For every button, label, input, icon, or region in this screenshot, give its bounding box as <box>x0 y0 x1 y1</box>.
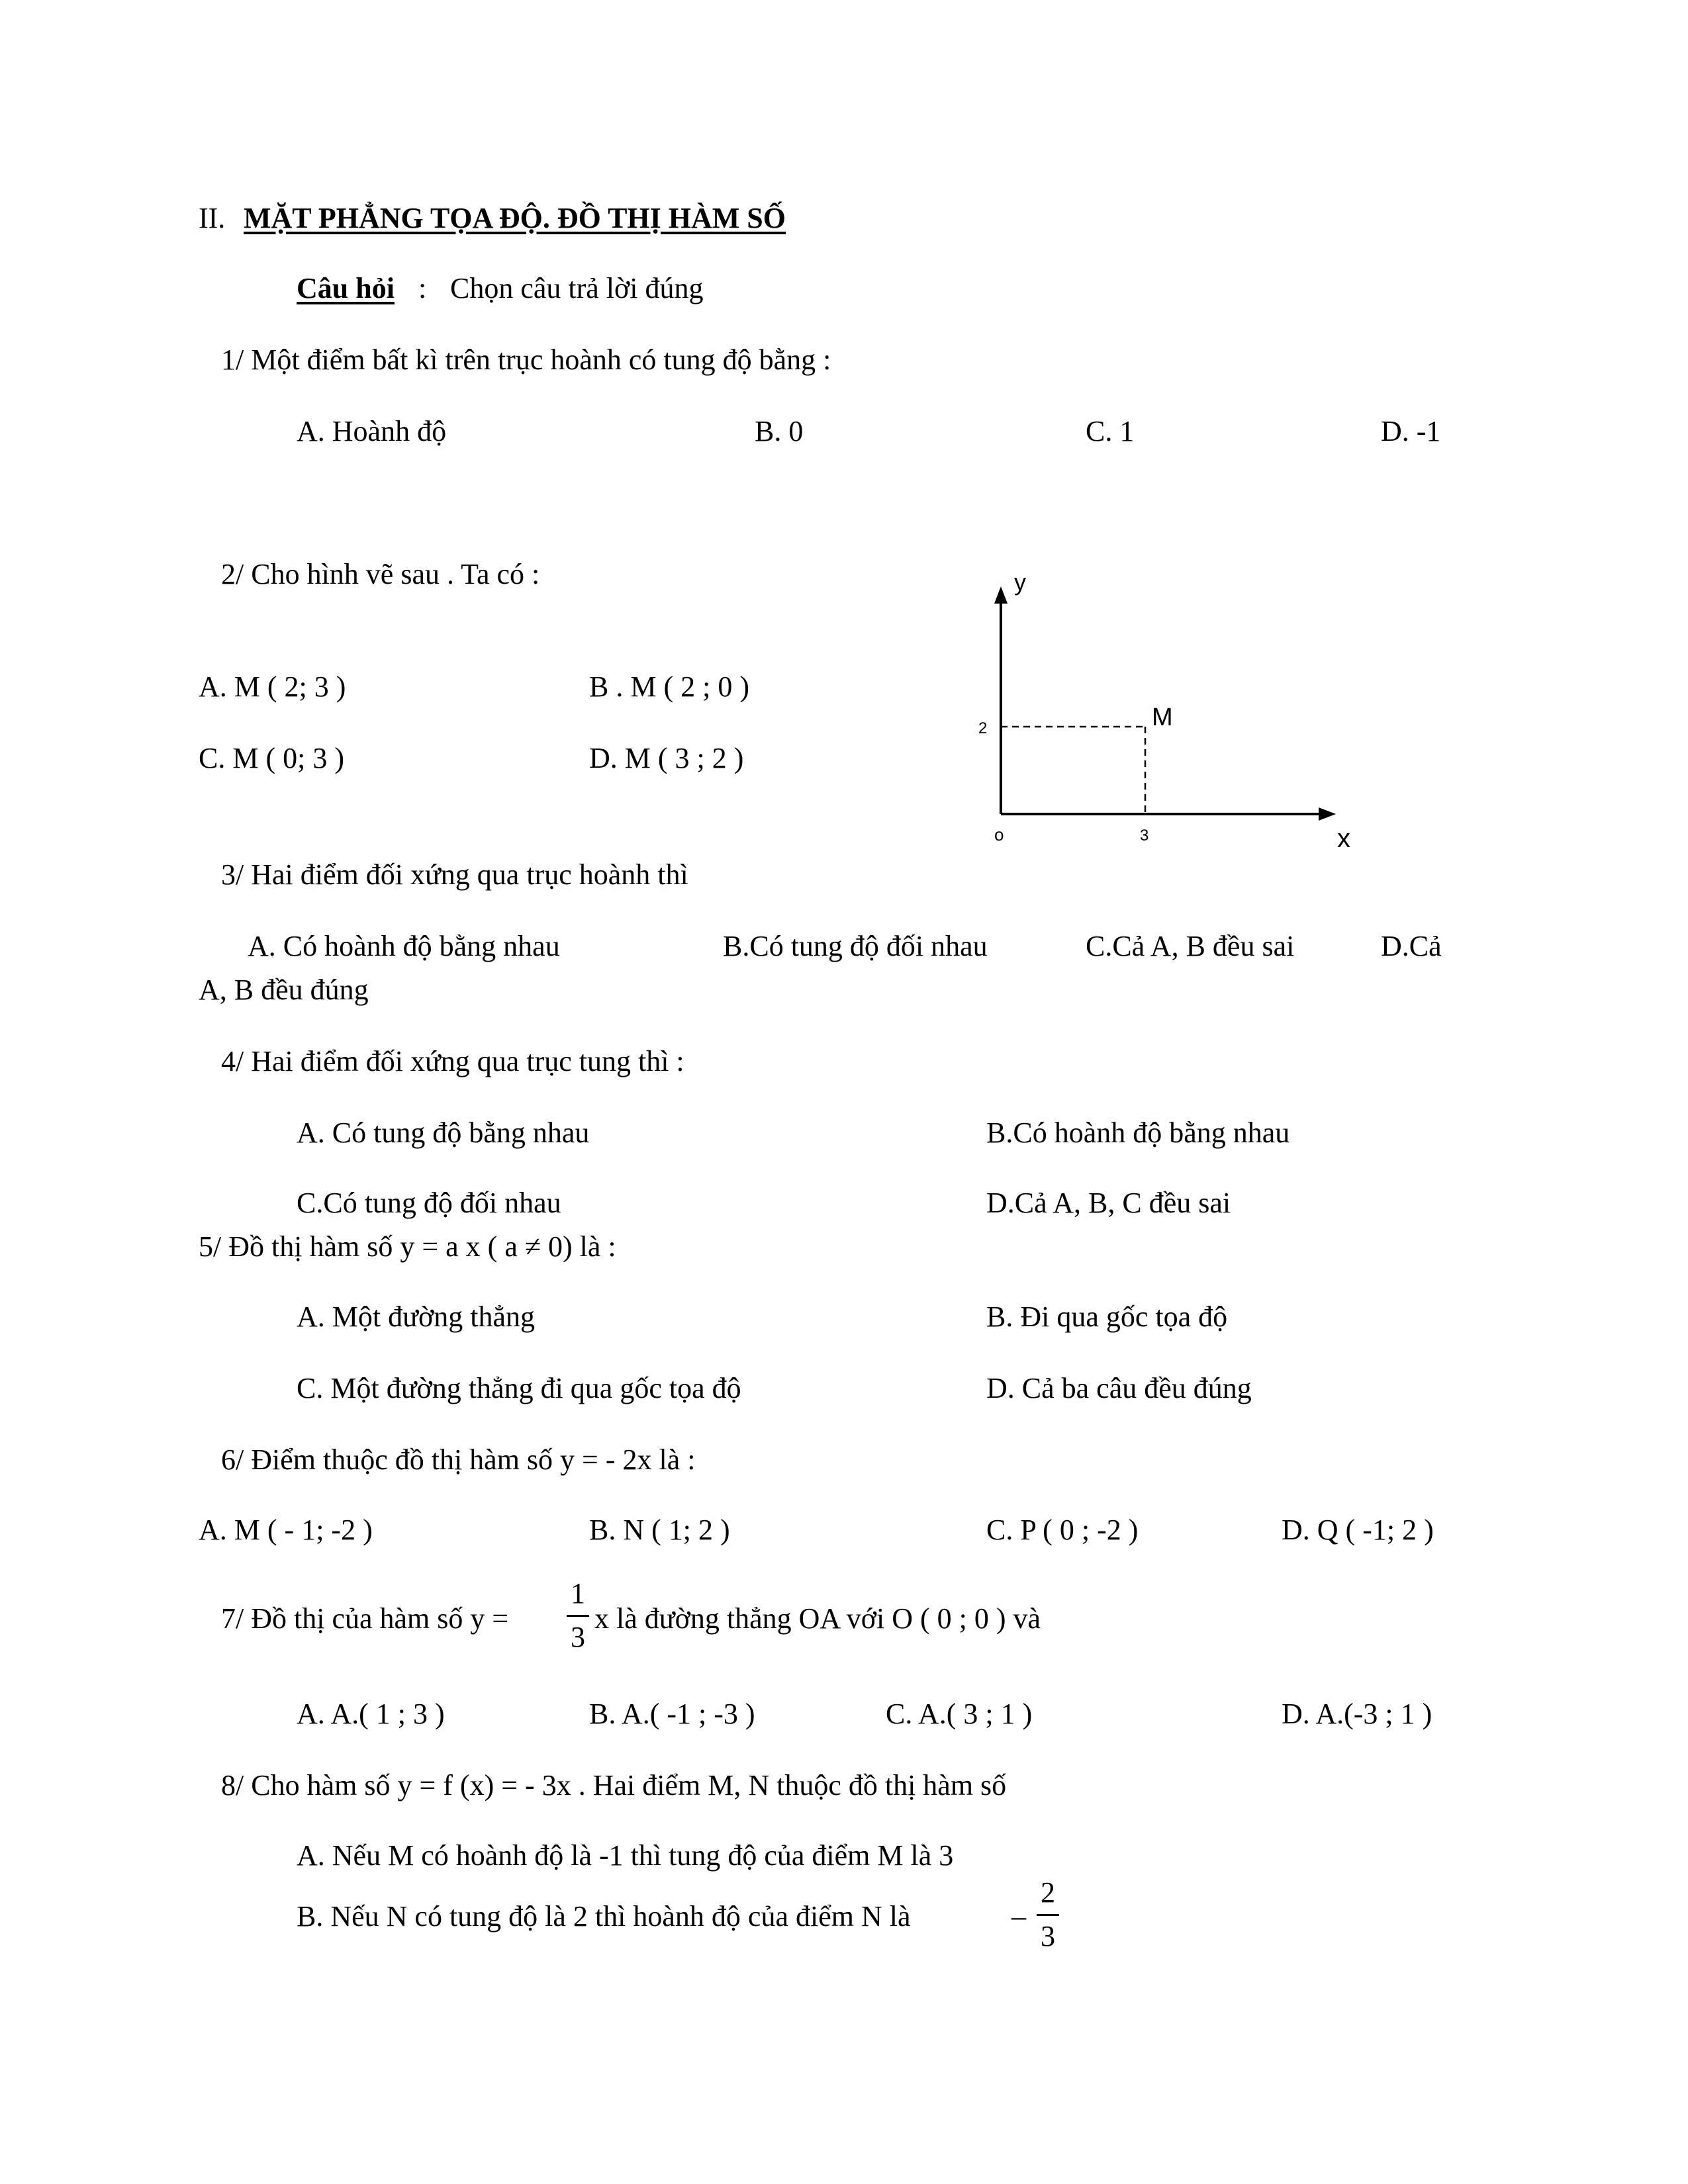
q7-option-a[interactable]: A. A.( 1 ; 3 ) <box>297 1698 445 1730</box>
fraction-bar <box>1037 1914 1059 1916</box>
q7-option-c[interactable]: C. A.( 3 ; 1 ) <box>886 1698 1033 1730</box>
y-axis-label: y <box>1014 569 1026 596</box>
point-m-label: M <box>1152 704 1173 731</box>
q7-fraction <box>567 1579 589 1659</box>
q1-option-a[interactable]: A. Hoành độ <box>297 415 447 447</box>
q3-option-c[interactable]: C.Cả A, B đều sai <box>1086 930 1295 962</box>
q8-option-b[interactable]: B. Nếu N có tung độ là 2 thì hoành độ của điểm N là <box>297 1900 911 1933</box>
q5-option-c[interactable]: C. Một đường thẳng đi qua gốc tọa độ <box>297 1372 741 1404</box>
q8-minus-sign: – <box>1011 1900 1026 1933</box>
q4-option-d[interactable]: D.Cả A, B, C đều sai <box>986 1187 1231 1219</box>
q7-text-suffix: x là đường thẳng OA với O ( 0 ; 0 ) và <box>594 1602 1041 1635</box>
coordinate-figure <box>953 563 1417 860</box>
y-axis-arrow-icon <box>994 586 1008 604</box>
q5-text: 5/ Đồ thị hàm số y = a x ( a ≠ 0) là : <box>199 1230 616 1263</box>
x-axis-label: x <box>1337 824 1350 853</box>
q3-option-a[interactable]: A. Có hoành độ bằng nhau <box>248 930 560 962</box>
q4-option-c[interactable]: C.Có tung độ đối nhau <box>297 1187 561 1219</box>
q4-option-b[interactable]: B.Có hoành độ bằng nhau <box>986 1116 1290 1149</box>
q2-option-c[interactable]: C. M ( 0; 3 ) <box>199 742 344 774</box>
q1-option-d[interactable]: D. -1 <box>1381 415 1441 447</box>
q1-text: 1/ Một điểm bất kì trên trục hoành có tung độ bằng : <box>221 343 831 376</box>
x-axis-arrow-icon <box>1319 807 1336 821</box>
q6-option-b[interactable]: B. N ( 1; 2 ) <box>589 1514 730 1546</box>
q5-option-b[interactable]: B. Đi qua gốc tọa độ <box>986 1300 1228 1333</box>
q5-option-d[interactable]: D. Cả ba câu đều đúng <box>986 1372 1252 1404</box>
q8-fraction-denominator: 3 <box>1041 1920 1055 1952</box>
q3-text: 3/ Hai điểm đối xứng qua trục hoành thì <box>221 858 688 891</box>
instruction-text: Chọn câu trả lời đúng <box>450 272 704 304</box>
instruction-colon: : <box>418 272 427 304</box>
section-title: MẶT PHẲNG TỌA ĐỘ. ĐỒ THỊ HÀM SỐ <box>244 202 786 234</box>
q3-option-d-continued: A, B đều đúng <box>199 974 369 1006</box>
q6-option-c[interactable]: C. P ( 0 ; -2 ) <box>986 1514 1139 1546</box>
y-tick-label: 2 <box>978 719 988 737</box>
q7-option-d[interactable]: D. A.(-3 ; 1 ) <box>1282 1698 1432 1730</box>
q8-option-a[interactable]: A. Nếu M có hoành độ là -1 thì tung độ của điểm M là 3 <box>297 1839 954 1872</box>
q8-fraction <box>1037 1878 1059 1958</box>
q4-text: 4/ Hai điểm đối xứng qua trục tung thì : <box>221 1045 684 1077</box>
origin-label: o <box>994 825 1004 844</box>
q8-fraction-numerator: 2 <box>1041 1876 1055 1909</box>
q7-text-prefix: 7/ Đồ thị của hàm số y = <box>221 1602 509 1635</box>
q1-option-c[interactable]: C. 1 <box>1086 415 1135 447</box>
q6-option-d[interactable]: D. Q ( -1; 2 ) <box>1282 1514 1434 1546</box>
q7-fraction-denominator: 3 <box>571 1621 585 1653</box>
q4-option-a[interactable]: A. Có tung độ bằng nhau <box>297 1116 590 1149</box>
q5-option-a[interactable]: A. Một đường thẳng <box>297 1300 535 1333</box>
q3-option-b[interactable]: B.Có tung độ đối nhau <box>723 930 988 962</box>
section-number: II. <box>199 202 226 234</box>
x-tick-label: 3 <box>1140 827 1149 844</box>
q2-option-a[interactable]: A. M ( 2; 3 ) <box>199 670 346 703</box>
q2-text: 2/ Cho hình vẽ sau . Ta có : <box>221 558 540 590</box>
q6-text: 6/ Điểm thuộc đồ thị hàm số y = - 2x là : <box>221 1443 696 1476</box>
q2-option-b[interactable]: B . M ( 2 ; 0 ) <box>589 670 749 703</box>
q6-option-a[interactable]: A. M ( - 1; -2 ) <box>199 1514 373 1546</box>
instruction-label: Câu hỏi <box>297 272 395 304</box>
fraction-bar <box>567 1615 589 1617</box>
q7-fraction-numerator: 1 <box>571 1577 585 1610</box>
q8-text: 8/ Cho hàm số y = f (x) = - 3x . Hai điểm M, N thuộc đồ thị hàm số <box>221 1769 1007 1801</box>
q3-option-d[interactable]: D.Cả <box>1381 930 1442 962</box>
q7-option-b[interactable]: B. A.( -1 ; -3 ) <box>589 1698 755 1730</box>
q1-option-b[interactable]: B. 0 <box>755 415 804 447</box>
q2-option-d[interactable]: D. M ( 3 ; 2 ) <box>589 742 744 774</box>
